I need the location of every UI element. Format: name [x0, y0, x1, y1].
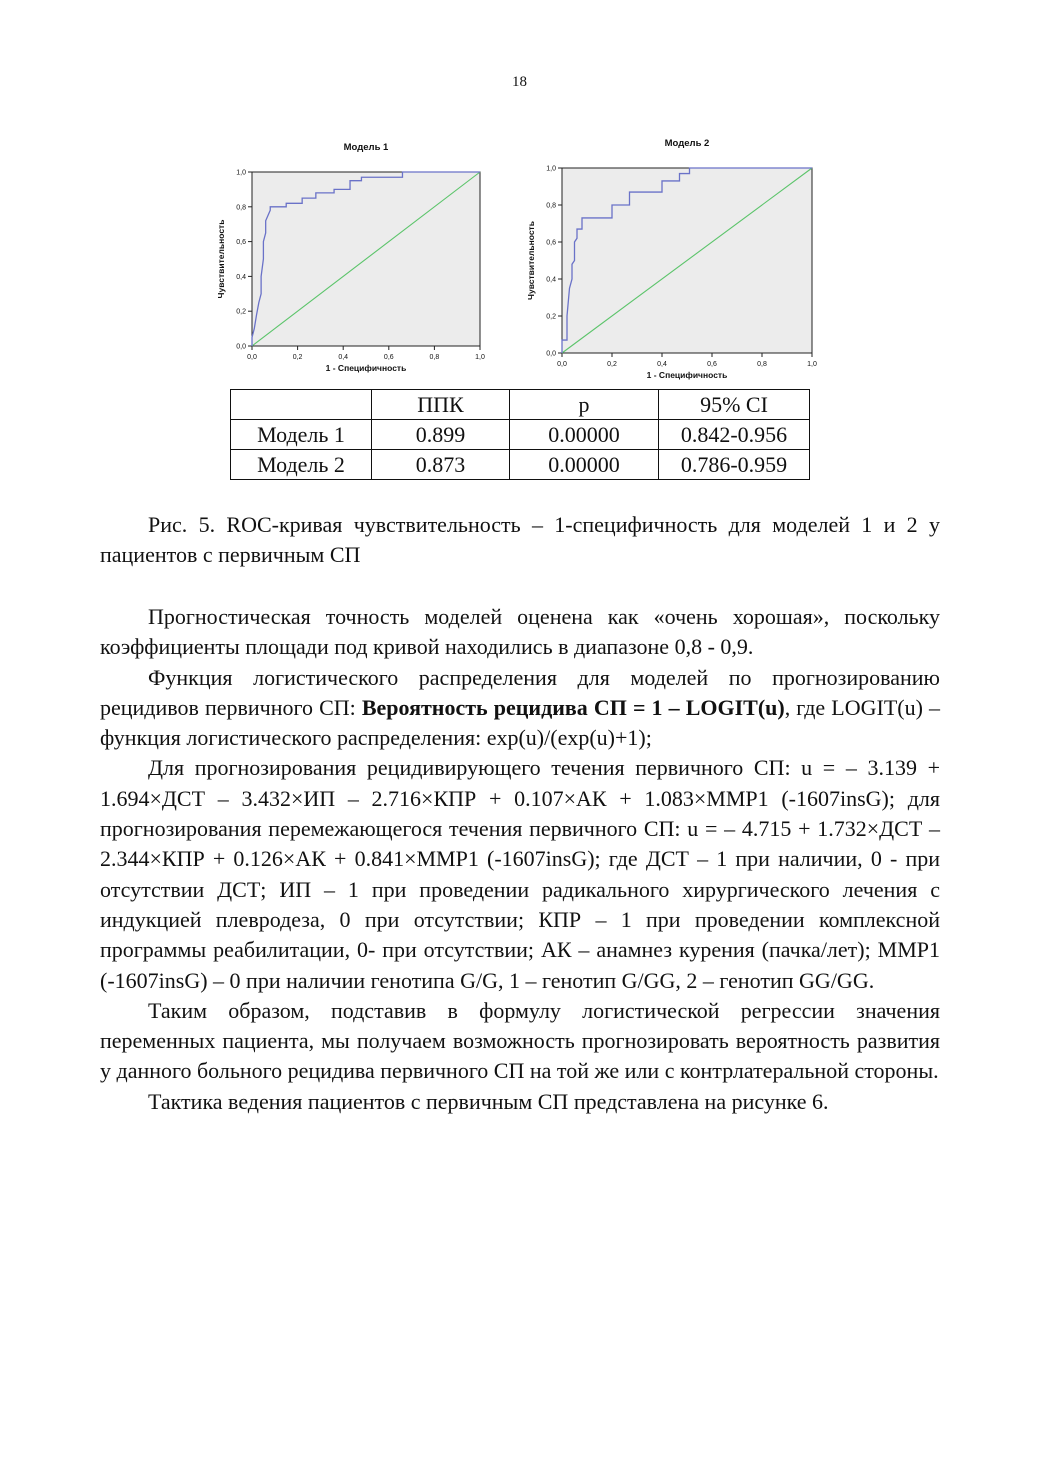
paragraph: Для прогнозирования рецидивирующего течения первичного СП: u = – 3.139 + 1.694×ДСТ – 3.432×ИП – 2.716×КПР + 0.107×АК + 1.083×ММР1 (-1607insG); для прогнозирования перемежающегося течения первичного СП: u = – 4.715 + 1.732×ДСТ – 2.344×КПР + 0.126×АК + 0.841×ММР1 (-1607insG); где ДСТ – 1 при наличии, 0 - при отсутствии ДСТ; ИП – 1 при проведении радикального хирургического лечения с индукцией плевродеза, 0 при отсутствии; КПР – 1 при проведении комплексной программы реабилитации, 0- при отсутствии; АК – анамнез курения (пачка/лет); ММР1 (-1607insG) – 0 при наличии генотипа G/G, 1 – генотип G/GG, 2 – генотип GG/GG. [100, 755, 940, 993]
x-tick-label: 0,2 [292, 354, 303, 361]
formula-bold: Вероятность рецидива СП = 1 – LOGIT(u) [361, 694, 785, 720]
paragraph-text: , где LOGIT(u) – функция логистического распределения: exp(u)/(exp(u)+1); [100, 694, 940, 751]
y-tick-label: 0,0 [236, 343, 246, 351]
page-number: 18 [512, 74, 527, 90]
x-tick-label: 1,0 [475, 354, 485, 361]
y-tick-label: 0,6 [546, 239, 556, 247]
paragraph-text: Функция логистического распределения для моделей по прогнозированию рецидивов первичного СП: [100, 664, 940, 720]
table-cell: Модель 2 [231, 450, 372, 480]
x-tick-label: 0,8 [757, 361, 767, 368]
caption-text: Рис. 5. ROC-кривая чувствительность – 1-специфичность для моделей 1 и 2 у пациентов с первичным СП [100, 512, 940, 568]
x-tick-label: 0,2 [607, 361, 617, 368]
x-tick-label: 1,0 [807, 361, 817, 368]
table-cell: 0.899 [372, 420, 510, 450]
table-header-cell [231, 390, 372, 420]
body-text [100, 602, 940, 1117]
table-cell: 0.842-0.956 [659, 420, 810, 450]
paragraph: Прогностическая точность моделей оценена как «очень хорошая», поскольку коэффициенты площади под кривой находились в диапазоне 0,8 - 0,9. [100, 604, 940, 660]
paragraph [100, 663, 940, 754]
table-header-cell: ППК [372, 390, 510, 420]
x-tick-label: 0,0 [247, 354, 257, 361]
y-tick-label: 0,8 [546, 202, 556, 210]
y-tick-label: 0,2 [236, 308, 246, 316]
y-tick-label: 0,8 [236, 204, 246, 212]
x-tick-label: 0,4 [338, 354, 349, 361]
x-tick-label: 0,6 [383, 354, 394, 361]
x-tick-label: 0,0 [557, 361, 567, 368]
y-tick-label: 0,4 [236, 273, 246, 281]
results-table [230, 389, 810, 480]
y-tick-label: 1,0 [236, 169, 246, 177]
roc-chart-model-2 [515, 130, 825, 390]
table-header-cell: 95% CI [659, 390, 810, 420]
table-cell: 0.786-0.959 [659, 450, 810, 480]
table-header-row [231, 390, 810, 420]
y-tick-label: 0,0 [546, 350, 556, 358]
table-cell: 0.00000 [510, 450, 659, 480]
chart-title: Модель 1 [343, 142, 389, 153]
chart-title: Модель 2 [664, 138, 710, 149]
table-header-cell: p [510, 390, 659, 420]
x-tick-label: 0,8 [429, 354, 440, 361]
x-axis-label: 1 - Специфичность [646, 370, 728, 380]
roc-chart-model-1 [205, 132, 495, 382]
y-tick-label: 0,6 [236, 239, 246, 247]
table-cell: 0.873 [372, 450, 510, 480]
paragraph: Таким образом, подставив в формулу логистической регрессии значения переменных пациента, мы получаем возможность прогнозировать вероятность развития у данного больного рецидива первичного СП на той же или с контрлатеральной стороны. [100, 997, 940, 1084]
table-row [231, 450, 810, 480]
paragraph: Тактика ведения пациентов с первичным СП представлена на рисунке 6. [148, 1088, 829, 1114]
x-tick-label: 0,6 [707, 361, 717, 368]
table-row [231, 420, 810, 450]
y-axis-label: Чувствительность [526, 221, 536, 300]
table-cell: 0.00000 [510, 420, 659, 450]
x-tick-label: 0,4 [657, 361, 667, 368]
figure-caption [100, 510, 940, 571]
y-tick-label: 0,4 [546, 276, 556, 284]
x-axis-label: 1 - Специфичность [325, 363, 407, 373]
table-cell: Модель 1 [231, 420, 372, 450]
y-tick-label: 1,0 [546, 165, 556, 173]
y-axis-label: Чувствительность [216, 219, 226, 299]
y-tick-label: 0,2 [546, 313, 556, 321]
